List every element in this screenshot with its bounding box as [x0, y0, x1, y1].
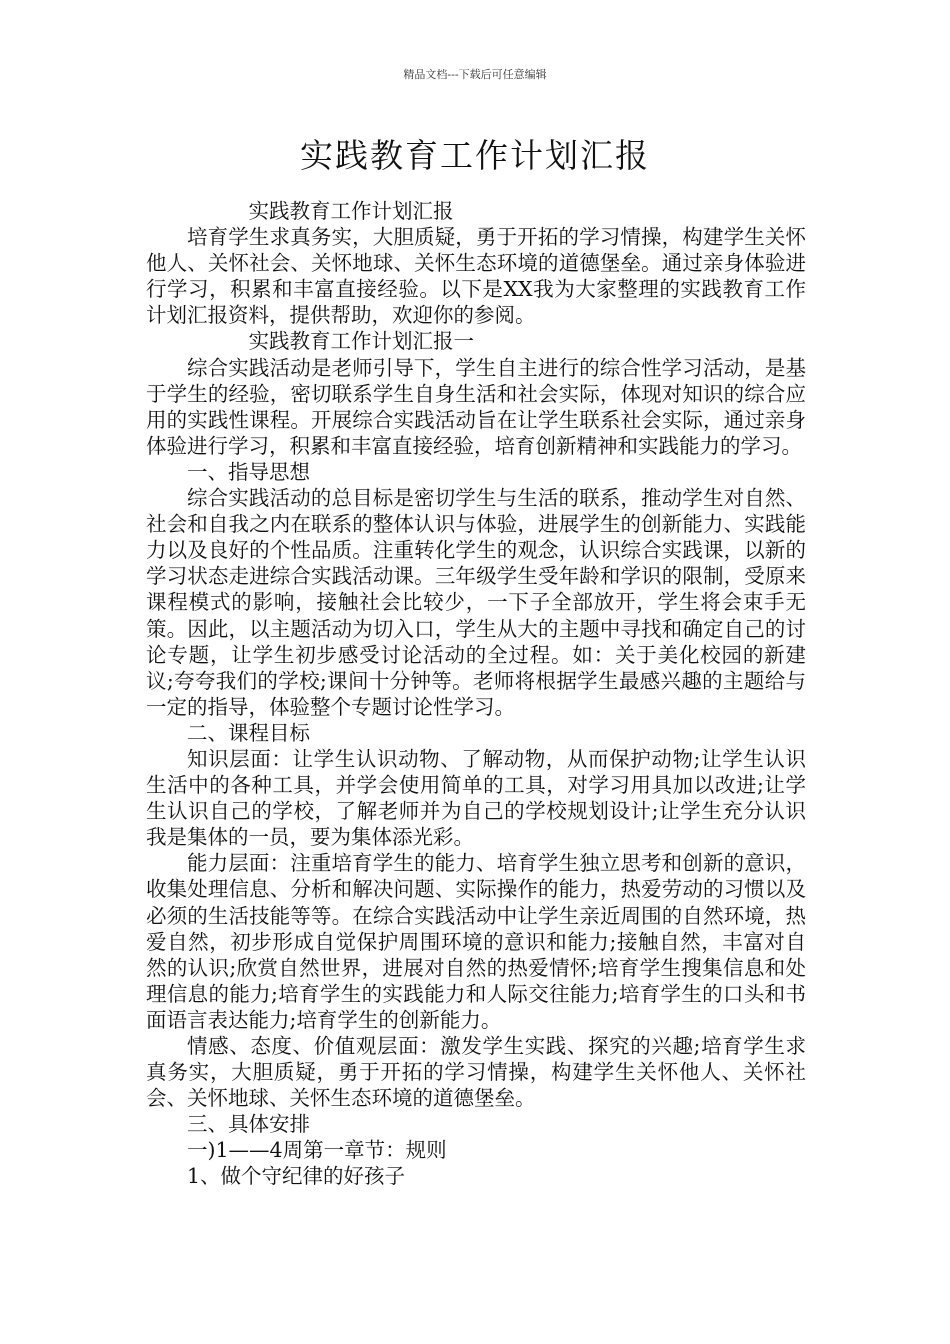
body-paragraph: 知识层面：让学生认识动物、了解动物，从而保护动物;让学生认识生活中的各种工具，并学会使用简单的工具，对学习用具加以改进;让学生认识自己的学校，了解老师并为自己的学校规划设计;让学生充分认识我是集体的一员，要为集体添光彩。	[146, 746, 806, 850]
document-title: 实践教育工作计划汇报	[300, 136, 650, 175]
body-paragraph: 综合实践活动的总目标是密切学生与生活的联系，推动学生对自然、社会和自我之内在联系的整体认识与体验，进展学生的创新能力、实践能力以及良好的个性品质。注重转化学生的观念，认识综合实践课，以新的学习状态走进综合实践活动课。三年级学生受年龄和学识的限制，受原来课程模式的影响，接触社会比较少，一下子全部放开，学生将会束手无策。因此，以主题活动为切入口，学生从大的主题中寻找和确定自己的讨论专题，让学生初步感受讨论活动的全过程。如：关于美化校园的新建议;夸夸我们的学校;课间十分钟等。老师将根据学生最感兴趣的主题给与一定的指导，体验整个专题讨论性学习。	[146, 486, 806, 719]
section-heading: 一、指导思想	[187, 459, 310, 484]
intro-paragraph: 培育学生求真务实，大胆质疑，勇于开拓的学习情操，构建学生关怀他人、关怀社会、关怀地球、关怀生态环境的道德堡垒。通过亲身体验进行学习，积累和丰富直接经验。以下是XX我为大家整理的实践教育工作计划汇报资料，提供帮助，欢迎你的参阅。	[146, 225, 806, 328]
body-paragraph: 综合实践活动是老师引导下，学生自主进行的综合性学习活动，是基于学生的经验，密切联系学生自身生活和社会实际，体现对知识的综合应用的实践性课程。开展综合实践活动旨在让学生联系社会实际，通过亲身体验进行学习，积累和丰富直接经验，培育创新精神和实践能力的学习。	[146, 355, 806, 458]
section-subtitle: 实践教育工作计划汇报一	[248, 329, 474, 354]
document-header-note: 精品文档---下载后可任意编辑	[403, 68, 547, 81]
body-paragraph: 能力层面：注重培育学生的能力、培育学生独立思考和创新的意识，收集处理信息、分析和解决问题、实际操作的能力，热爱劳动的习惯以及必须的生活技能等等。在综合实践活动中让学生亲近周围的自然环境，热爱自然，初步形成自觉保护周围环境的意识和能力;接触自然，丰富对自然的认识;欣赏自然世界，进展对自然的热爱情怀;培育学生搜集信息和处理信息的能力;培育学生的实践能力和人际交往能力;培育学生的口头和书面语言表达能力;培育学生的创新能力。	[146, 851, 806, 1032]
subtitle-paragraph: 实践教育工作计划汇报	[248, 199, 454, 223]
document-body	[146, 198, 806, 1190]
list-item: 1、做个守纪律的好孩子	[187, 1164, 406, 1189]
section-heading: 三、具体安排	[187, 1112, 310, 1137]
body-paragraph: 情感、态度、价值观层面：激发学生实践、探究的兴趣;培育学生求真务实，大胆质疑，勇于开拓的学习情操，构建学生关怀他人、关怀社会、关怀地球、关怀生态环境的道德堡垒。	[146, 1034, 806, 1111]
list-heading: 一)1——4周第一章节：规则	[187, 1138, 447, 1163]
section-heading: 二、课程目标	[187, 720, 310, 745]
